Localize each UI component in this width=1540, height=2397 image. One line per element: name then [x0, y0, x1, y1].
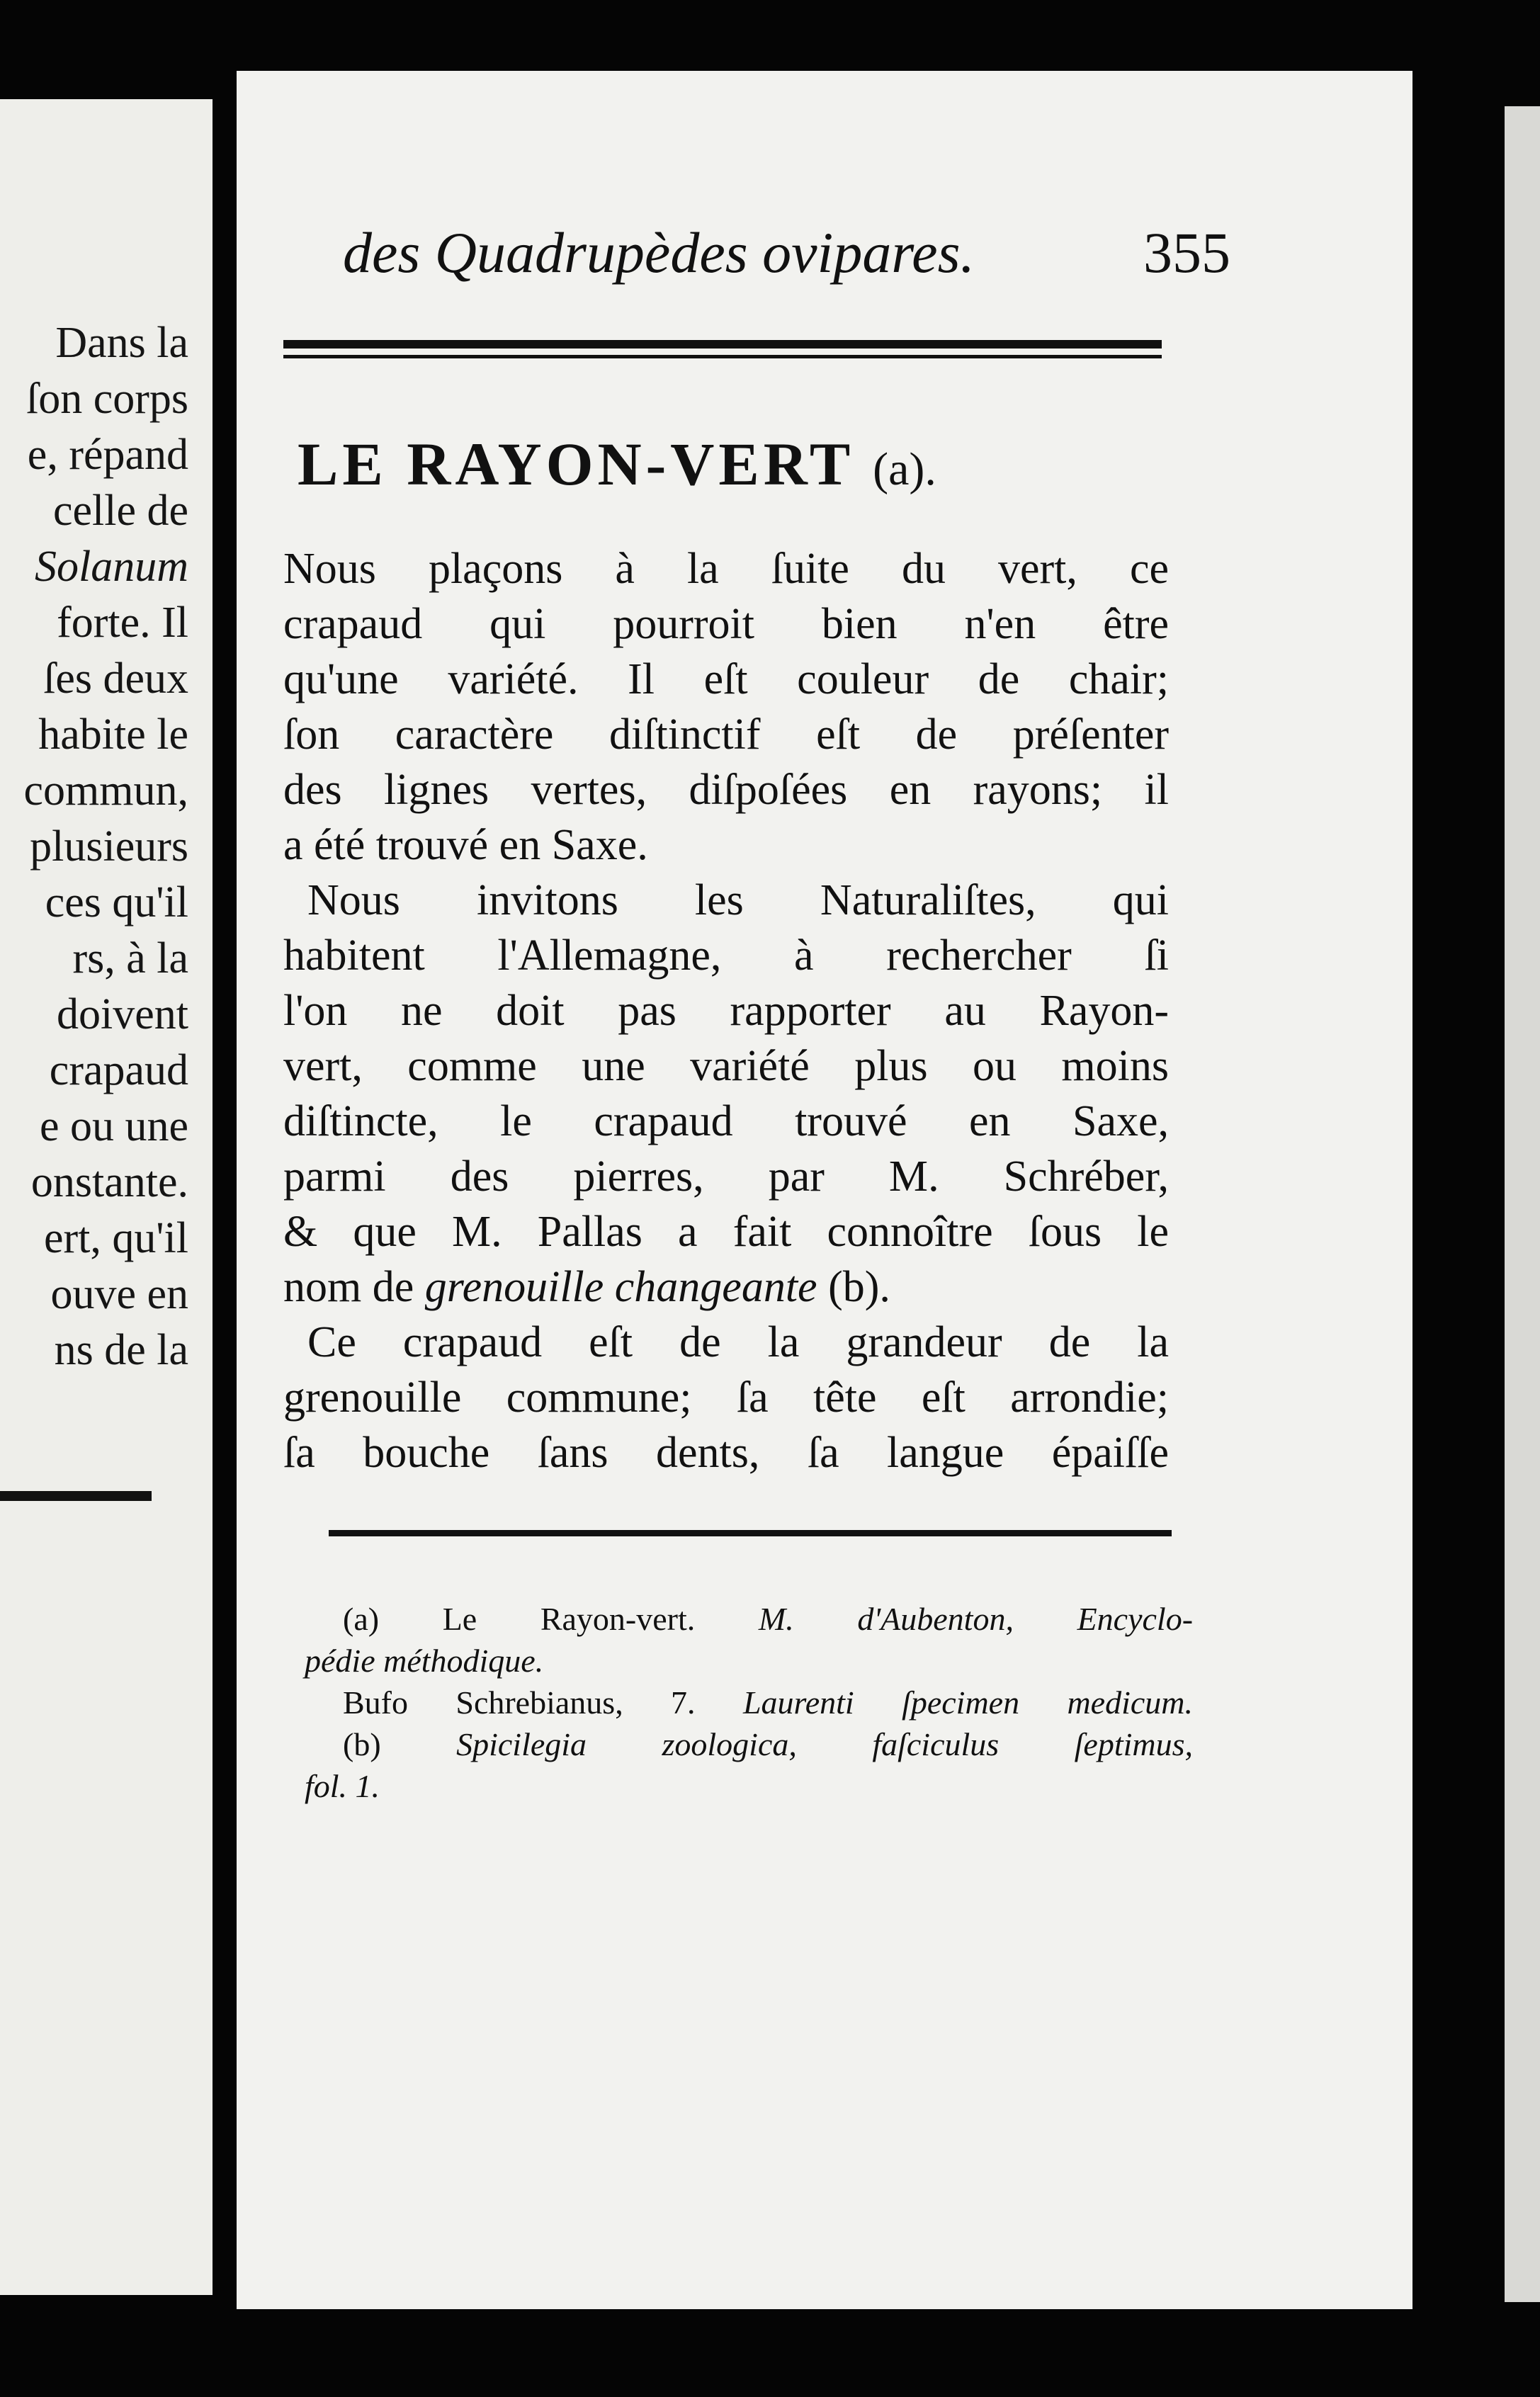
- paragraph-2-line: & que M. Pallas a fait connoître ſous le: [283, 1208, 1169, 1256]
- footnote-ref-a: (a).: [873, 443, 936, 495]
- paragraph-1-line: crapaud qui pourroit bien n'en être: [283, 600, 1169, 648]
- left-page-line: ſes deux: [43, 654, 188, 703]
- footnote-a-source: M. d'Aubenton, Encyclo-: [758, 1601, 1194, 1637]
- paragraph-2-line: habitent l'Allemagne, à rechercher ſi: [283, 931, 1169, 980]
- paragraph-2-line: diſtincte, le crapaud trouvé en Saxe,: [283, 1097, 1169, 1145]
- left-page-line: Dans la: [55, 319, 188, 367]
- footnote-b-source: Spicilegia zoologica, faſciculus ſeptimus,: [456, 1726, 1193, 1762]
- footnote-a: [343, 1603, 1193, 1636]
- paragraph-2-line: parmi des pierres, par M. Schréber,: [283, 1152, 1169, 1201]
- left-page-line: commun,: [23, 766, 188, 815]
- footnote-b: [343, 1728, 1193, 1761]
- next-page-edge: [1505, 106, 1540, 2302]
- footnote-b-label: (b): [343, 1726, 381, 1762]
- left-page-line: Solanum: [35, 543, 188, 591]
- left-page-line: habite le: [38, 710, 188, 759]
- paragraph-3-line: Ce crapaud eſt de la grandeur de la: [307, 1318, 1169, 1366]
- left-page-line: rs, à la: [72, 934, 188, 982]
- left-page-line: onstante.: [30, 1158, 188, 1206]
- footnote-a-label: (a): [343, 1601, 380, 1637]
- paragraph-1-line: ſon caractère diſtinctif eſt de préſenter: [283, 710, 1169, 759]
- paragraph-1-line: a été trouvé en Saxe.: [283, 821, 648, 869]
- paragraph-3-line: ſa bouche ſans dents, ſa langue épaiſſe: [283, 1429, 1169, 1477]
- running-title: des Quadrupèdes ovipares.: [343, 220, 975, 285]
- footnote-a-text: Le Rayon-vert.: [442, 1601, 696, 1637]
- left-page-line: e, répand: [27, 431, 188, 479]
- paragraph-1-line: qu'une variété. Il eſt couleur de chair;: [283, 655, 1169, 703]
- footnote-a-continuation: pédie méthodique.: [305, 1643, 544, 1679]
- left-page-line: celle de: [52, 487, 188, 535]
- running-head: [343, 220, 1299, 290]
- paragraph-2-last-prefix: nom de: [283, 1263, 425, 1311]
- left-page-line: forte. Il: [57, 599, 188, 647]
- footnote-bufo-text: Bufo Schrebianus, 7.: [343, 1684, 696, 1721]
- footnote-bufo-source: Laurenti ſpecimen medicum.: [742, 1684, 1194, 1721]
- left-page-line: ert, qu'il: [43, 1214, 188, 1262]
- italic-term: grenouille changeante: [424, 1263, 817, 1311]
- footnote-bufo: [343, 1684, 1194, 1721]
- article-title-text: LE RAYON-VERT: [298, 430, 854, 498]
- paragraph-2-line: l'on ne doit pas rapporter au Rayon-: [283, 987, 1169, 1035]
- page-number: 355: [1143, 220, 1230, 285]
- left-page: [0, 99, 213, 2295]
- paragraph-1-line: des lignes vertes, diſpoſées en rayons; il: [283, 766, 1169, 814]
- header-rule: [283, 340, 1162, 358]
- book-page: [237, 71, 1412, 2309]
- paragraph-2-line: vert, comme une variété plus ou moins: [283, 1042, 1169, 1090]
- left-page-line: ns de la: [54, 1326, 188, 1374]
- paragraph-2-line: [283, 1265, 1169, 1309]
- footnote-rule: [329, 1530, 1172, 1536]
- left-page-line: plusieurs: [30, 822, 188, 871]
- footnote-b-continuation: fol. 1.: [305, 1768, 380, 1804]
- left-page-line: doivent: [57, 990, 188, 1038]
- paragraph-1-line: Nous plaçons à la ſuite du vert, ce: [283, 545, 1169, 593]
- left-page-line: ouve en: [50, 1270, 188, 1318]
- left-page-line: ces qu'il: [45, 878, 188, 926]
- paragraph-2-line: Nous invitons les Naturaliſtes, qui: [307, 876, 1169, 924]
- article-title: [298, 429, 936, 499]
- left-page-line: ſon corps: [26, 375, 188, 423]
- left-page-line: crapaud: [49, 1046, 188, 1094]
- left-page-line: e ou une: [39, 1102, 188, 1150]
- footnote-ref-b: (b).: [817, 1263, 890, 1311]
- paragraph-3-line: grenouille commune; ſa tête eſt arrondie;: [283, 1373, 1169, 1422]
- left-page-rule: [0, 1491, 152, 1501]
